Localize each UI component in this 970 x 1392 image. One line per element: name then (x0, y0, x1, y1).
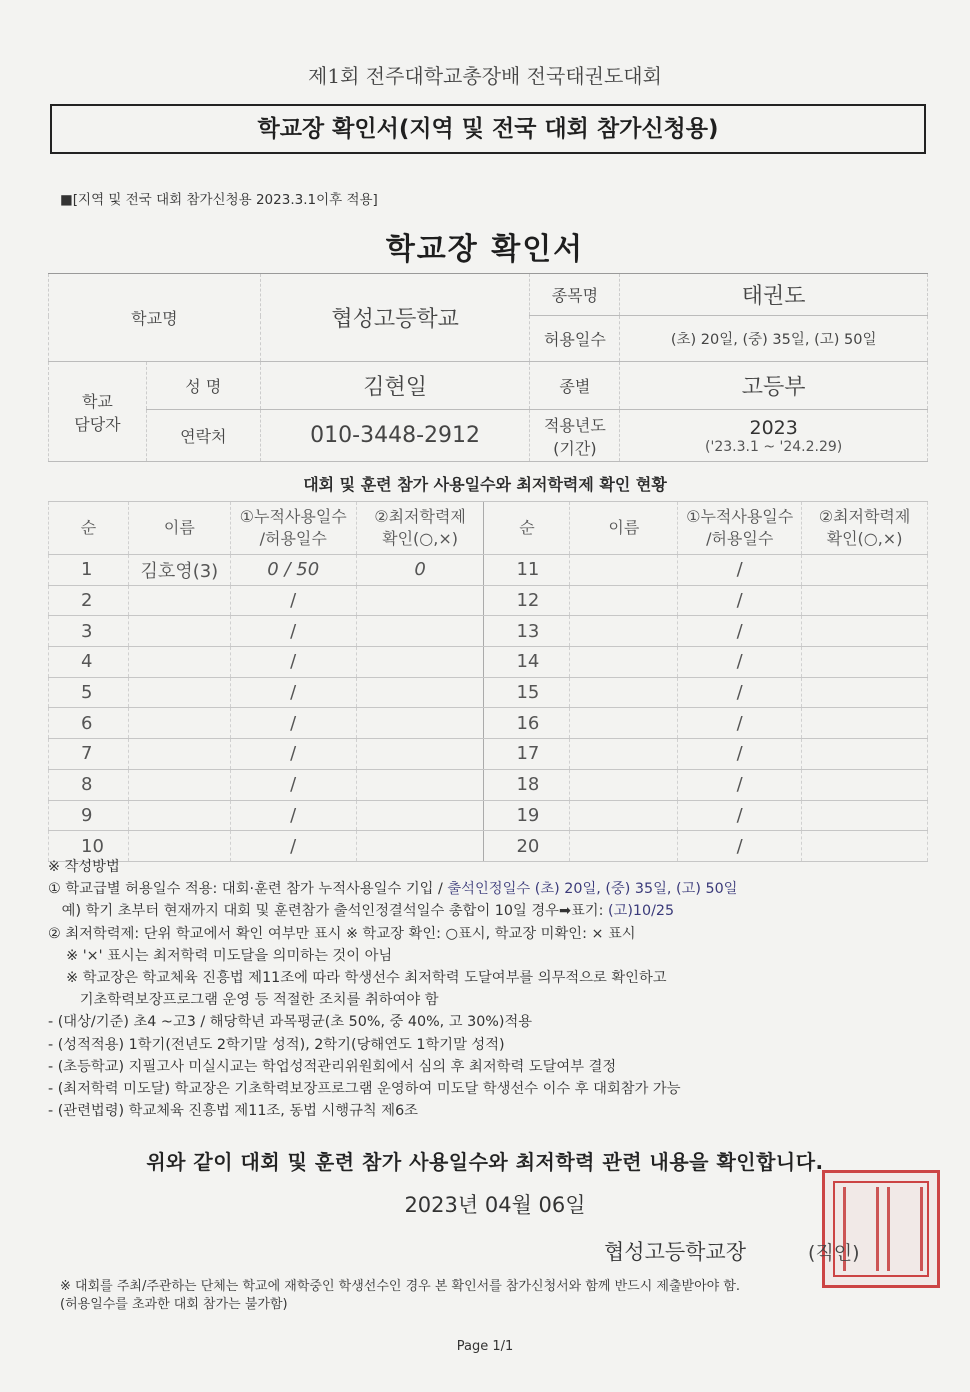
cell-name (570, 708, 678, 739)
note-1-example: 예) 학기 초부터 현재까지 대회 및 훈련참가 출석인정결석일수 총합이 10일 경우➡표기: (고)10/25 (48, 903, 675, 920)
table-row (49, 739, 928, 770)
period-value: ('23.3.1 ~ '24.2.29) (705, 438, 843, 455)
cell-min (802, 739, 928, 770)
school-name-value: 협성고등학교 (260, 274, 530, 362)
cell-name (570, 647, 678, 678)
principal-name: 협성고등학교장 (604, 1240, 747, 1264)
cell-min (802, 708, 928, 739)
cell-seq: 2 (49, 585, 129, 616)
cell-seq: 12 (484, 585, 570, 616)
cell-name (128, 769, 230, 800)
cell-seq: 13 (484, 616, 570, 647)
detail-1: - (대상/기준) 초4 ~고3 / 해당학년 과목평균(초 50%, 중 40%, 고 30%)적용 (48, 1014, 533, 1031)
cell-days: / (678, 800, 802, 831)
cell-name (128, 585, 230, 616)
cell-days: / (230, 677, 356, 708)
page-number: Page 1/1 (456, 1339, 514, 1354)
cell-min (356, 677, 484, 708)
cell-days: / (678, 555, 802, 586)
cell-seq: 4 (49, 647, 129, 678)
cell-seq: 15 (484, 677, 570, 708)
header-seq-2: 순 (484, 502, 570, 555)
note-2a: ※ '×' 표시는 최저학력 미도달을 의미하는 것이 아님 (48, 947, 393, 964)
note-2b: ※ 학교장은 학교체육 진흥법 제11조에 따라 학생선수 최저학력 도달여부를 의무적으로 확인하고 (48, 970, 667, 987)
cell-days: / (678, 769, 802, 800)
manager-label-line1: 학교 (81, 391, 113, 411)
note-2: ② 최저학력제: 단위 학교에서 확인 여부만 표시 ※ 학교장 확인: ○표시, 학교장 미확인: × 표시 (48, 925, 636, 942)
school-name-label: 학교명 (49, 274, 261, 362)
table-row (49, 585, 928, 616)
table-row (49, 677, 928, 708)
table-row (49, 800, 928, 831)
manager-name-label: 성 명 (146, 362, 260, 410)
cell-seq: 16 (484, 708, 570, 739)
cell-name (128, 800, 230, 831)
cell-name (128, 739, 230, 770)
cell-seq: 14 (484, 647, 570, 678)
cell-seq: 7 (49, 739, 129, 770)
contact-value: 010-3448-2912 (260, 410, 530, 462)
cell-seq: 18 (484, 769, 570, 800)
manager-label (49, 362, 147, 462)
table-header-row (49, 502, 928, 555)
cell-min (356, 647, 484, 678)
footer-line-2: (허용일수를 초과한 대회 참가는 불가함) (60, 1297, 288, 1312)
year-cell (620, 410, 928, 462)
cell-min (802, 585, 928, 616)
cell-min (802, 800, 928, 831)
cell-name: 김호영(3) (128, 555, 230, 586)
footer-note (60, 1278, 940, 1314)
cell-seq: 11 (484, 555, 570, 586)
cell-days: / (230, 616, 356, 647)
cell-days: / (230, 585, 356, 616)
cell-name (570, 800, 678, 831)
detail-5: - (관련법령) 학교체육 진흥법 제11조, 동법 시행규칙 제6조 (48, 1103, 418, 1120)
school-info-table (48, 273, 928, 462)
cell-min (356, 616, 484, 647)
cell-name (570, 739, 678, 770)
table-row (49, 555, 928, 586)
table-row (49, 708, 928, 739)
seal-note: (직인) (808, 1242, 860, 1264)
detail-2: - (성적적용) 1학기(전년도 2학기말 성적), 2학기(당해연도 1학기말 성적) (48, 1036, 505, 1053)
cell-name (570, 677, 678, 708)
official-seal-icon (822, 1170, 940, 1288)
allowed-days-value: (초) 20일, (중) 35일, (고) 50일 (620, 316, 928, 362)
cell-seq: 3 (49, 616, 129, 647)
cell-min (356, 585, 484, 616)
table-row (49, 769, 928, 800)
cell-days: / (678, 831, 802, 862)
table-row (49, 616, 928, 647)
cell-name (128, 708, 230, 739)
cell-name (570, 555, 678, 586)
cell-min (802, 677, 928, 708)
confirmation-statement: 위와 같이 대회 및 훈련 참가 사용일수와 최저학력 관련 내용을 확인합니다. (146, 1150, 824, 1174)
year-label-line2: (기간) (553, 438, 597, 458)
cell-min (356, 769, 484, 800)
form-title: 학교장 확인서(지역 및 전국 대회 참가신청용) (50, 104, 926, 154)
cell-seq: 8 (49, 769, 129, 800)
header-name: 이름 (128, 502, 230, 555)
cell-days: 0 / 50 (230, 555, 356, 586)
event-value: 태권도 (620, 274, 928, 316)
cell-days: / (678, 708, 802, 739)
cell-name (128, 616, 230, 647)
detail-4: - (최저학력 미도달) 학교장은 기초학력보장프로그램 운영하여 미도달 학생선수 이수 후 대회참가 가능 (48, 1081, 681, 1098)
event-title: 제1회 전주대학교총장배 전국태권도대회 (308, 64, 662, 88)
cell-days: / (678, 585, 802, 616)
cell-days: / (678, 739, 802, 770)
allowed-days-label: 허용일수 (530, 316, 620, 362)
table-row (49, 647, 928, 678)
cell-min (802, 616, 928, 647)
header-seq: 순 (49, 502, 129, 555)
cell-seq: 20 (484, 831, 570, 862)
manager-name-value: 김현일 (260, 362, 530, 410)
cell-min (356, 800, 484, 831)
cell-days: / (678, 647, 802, 678)
note-1: ① 학교급별 허용일수 적용: 대회·훈련 참가 누적사용일수 기입 / 출석인정일수 (초) 20일, (중) 35일, (고) 50일 (48, 881, 738, 898)
cell-days: / (230, 647, 356, 678)
header-min-2: ②최저학력제 확인(○,×) (802, 502, 928, 555)
header-days: ①누적사용일수 /허용일수 (230, 502, 356, 555)
writing-instructions (48, 856, 928, 1122)
notes-heading: ※ 작성방법 (48, 859, 120, 875)
cell-name (570, 616, 678, 647)
manager-label-line2: 담당자 (74, 414, 121, 434)
cell-days: / (230, 769, 356, 800)
cell-days: / (230, 739, 356, 770)
cell-name (570, 585, 678, 616)
status-heading: 대회 및 훈련 참가 사용일수와 최저학력제 확인 현황 (303, 475, 667, 494)
cell-seq: 1 (49, 555, 129, 586)
cell-seq: 19 (484, 800, 570, 831)
cell-seq: 10 (49, 831, 129, 862)
year-label (530, 410, 620, 462)
cell-min (802, 769, 928, 800)
cell-days: / (678, 677, 802, 708)
division-value: 고등부 (620, 362, 928, 410)
header-days-2: ①누적사용일수 /허용일수 (678, 502, 802, 555)
cell-seq: 9 (49, 800, 129, 831)
year-label-line1: 적용년도 (543, 415, 606, 435)
cell-days: / (678, 616, 802, 647)
division-label: 종별 (530, 362, 620, 410)
cell-name (570, 769, 678, 800)
contact-label: 연락처 (146, 410, 260, 462)
cell-seq: 17 (484, 739, 570, 770)
event-label: 종목명 (530, 274, 620, 316)
footer-line-1: ※ 대회를 주최/주관하는 단체는 학교에 재학중인 학생선수인 경우 본 확인서를 참가신청서와 함께 반드시 제출받아야 함. (60, 1279, 741, 1294)
cell-days: / (230, 831, 356, 862)
cell-min: 0 (356, 555, 484, 586)
cell-days: / (230, 800, 356, 831)
principal-signature (604, 1236, 860, 1266)
cell-min (802, 647, 928, 678)
cell-min (802, 555, 928, 586)
year-value: 2023 (749, 416, 798, 439)
header-min: ②최저학력제 확인(○,×) (356, 502, 484, 555)
cell-min (356, 739, 484, 770)
participant-table (48, 501, 928, 862)
signature-date: 2023년 04월 06일 (404, 1193, 586, 1217)
cell-days: / (230, 708, 356, 739)
header-name-2: 이름 (570, 502, 678, 555)
cell-name (128, 677, 230, 708)
apply-note: ■[지역 및 전국 대회 참가신청용 2023.3.1이후 적용] (60, 192, 378, 208)
cell-seq: 6 (49, 708, 129, 739)
document-title: 학교장 확인서 (385, 232, 585, 267)
detail-3: - (초등학교) 지필고사 미실시교는 학업성적관리위원회에서 심의 후 최저학력 도달여부 결정 (48, 1058, 617, 1075)
cell-name (128, 647, 230, 678)
note-2c: 기초학력보장프로그램 운영 등 적절한 조치를 취하여야 함 (48, 992, 439, 1009)
cell-min (356, 708, 484, 739)
cell-seq: 5 (49, 677, 129, 708)
